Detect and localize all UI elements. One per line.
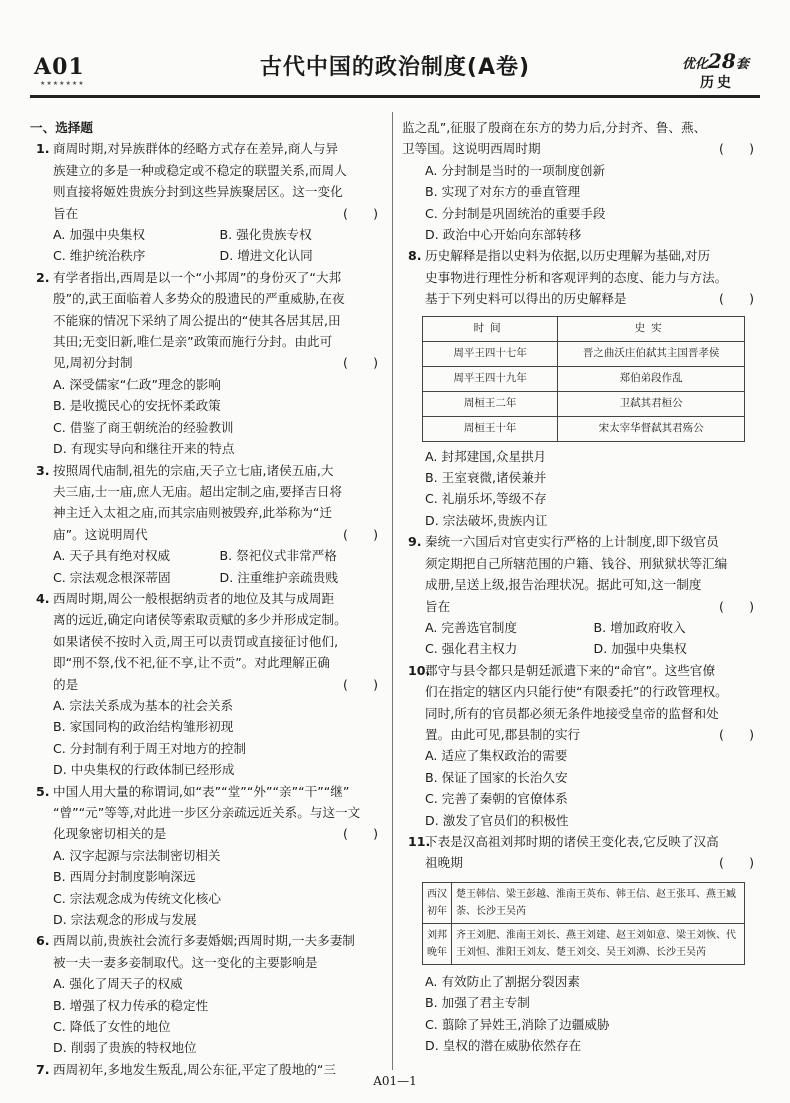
question-number: 2. (36, 269, 50, 285)
question-3 (30, 460, 386, 546)
table-row (423, 366, 745, 391)
option-b[interactable]: B. 增强了权力传承的稳定性 (53, 997, 209, 1013)
stem-line: 祖晚期 (425, 855, 463, 871)
answer-bracket[interactable]: ( ) (718, 141, 754, 157)
question-number: 6. (36, 933, 50, 949)
option-c[interactable]: C. 降低了女性的地位 (53, 1019, 171, 1035)
option-b[interactable]: B. 加强了君主专制 (425, 995, 530, 1011)
stem-line: 旨在 (53, 205, 79, 221)
table-row (423, 923, 745, 964)
option-c[interactable]: C. 分封制有利于周王对地方的控制 (53, 740, 247, 756)
question-number: 11. (408, 833, 431, 849)
brand-logo (682, 49, 749, 73)
stem-line: 如果诸侯不按时入贡,周王可以责罚或直接征讨他们, (53, 633, 339, 649)
option-b[interactable]: B. 王室衰微,诸侯兼并 (425, 470, 547, 486)
answer-bracket[interactable]: ( ) (342, 526, 378, 542)
table-row (423, 416, 745, 441)
option-c[interactable]: C. 翦除了异姓王,消除了边疆威胁 (425, 1016, 610, 1032)
question-number: 8. (408, 248, 422, 264)
stem-line: 西周以前,贵族社会流行多妻婚姻;西周时期,一夫多妻制 (53, 933, 355, 949)
options-q8 (402, 446, 762, 532)
table-cell: 刘邦晚年 (423, 923, 452, 964)
stem-line: 须定期把自己所辖范围的户籍、钱谷、刑狱狱状等汇编 (425, 555, 728, 571)
options-q6 (30, 973, 386, 1059)
option-a[interactable]: A. 强化了周天子的权威 (53, 976, 183, 992)
option-d[interactable]: D. 宗法破坏,贵族内讧 (425, 512, 548, 528)
question-number: 3. (36, 462, 50, 478)
stem-line: 庙”。这说明周代 (53, 526, 148, 542)
kings-table (422, 882, 745, 965)
question-9 (402, 531, 762, 617)
option-b[interactable]: B. 祭祀仪式非常严格 (219, 548, 337, 564)
stem-line: 离的远近,确定向诸侯等索取贡赋的多少并形成定制。 (53, 612, 347, 628)
stem-line: 见,周初分封制 (53, 355, 133, 371)
options-q5 (30, 845, 386, 931)
page-number: A01—1 (373, 1074, 417, 1088)
table-cell: 卫弑其君桓公 (558, 391, 745, 416)
stem-line: 置。由此可见,郡县制的实行 (425, 726, 581, 742)
history-table (422, 316, 745, 442)
answer-bracket[interactable]: ( ) (342, 205, 378, 221)
question-1 (30, 138, 386, 224)
question-number: 5. (36, 783, 50, 799)
stem-line: “曾”“元”等等,对此进一步区分亲疏远近关系。与这一文 (53, 805, 361, 820)
table-cell: 晋之曲沃庄伯弑其主国晋孝侯 (558, 341, 745, 366)
stem-line: 中国人用大量的称谓词,如“表”“堂”“外”“亲”“干”“继” (53, 783, 350, 799)
answer-bracket[interactable]: ( ) (718, 291, 754, 307)
options-q2 (30, 374, 386, 460)
subject-label: 历史 (700, 75, 734, 91)
table-cell: 齐王刘肥、淮南王刘长、燕王刘建、赵王刘如意、梁王刘恢、代王刘恒、淮阳王刘友、楚王刘交、吴王刘濞、长沙王吴芮 (452, 923, 745, 964)
question-number: 9. (408, 534, 422, 550)
paper-code: A01 (34, 54, 85, 80)
answer-bracket[interactable]: ( ) (718, 598, 754, 614)
table-cell: 周桓王十年 (423, 416, 558, 441)
table-header-cell: 史实 (558, 316, 745, 341)
option-c[interactable]: C. 借鉴了商王朝统治的经验教训 (53, 419, 234, 435)
option-a[interactable]: A. 分封制是当时的一项制度创新 (425, 162, 606, 178)
stem-line: 有学者指出,西周是以一个“小邦周”的身份灭了“大邦 (53, 269, 342, 285)
stem-line: 同时,所有的官员都必须无条件地接受皇帝的监督和处 (425, 705, 719, 721)
answer-bracket[interactable]: ( ) (342, 355, 378, 371)
option-d[interactable]: D. 中央集权的行政体制已经形成 (53, 762, 235, 778)
option-d[interactable]: D. 增进文化认同 (219, 248, 313, 264)
option-d[interactable]: D. 激发了官员们的积极性 (425, 812, 569, 828)
page-title: 古代中国的政治制度(A卷) (259, 55, 531, 80)
stem-line: 西周时期,周公一般根据纳贡者的地位及其与成周距 (53, 590, 335, 606)
option-a[interactable]: A. 深受儒家“仁政”理念的影响 (53, 376, 221, 392)
stem-line: 其田;无变旧新,唯仁是亲”政策而施行分封。由此可 (53, 334, 333, 350)
option-a[interactable]: A. 封邦建国,众星拱月 (425, 448, 547, 464)
table-cell: 楚王韩信、梁王彭越、淮南王英布、韩王信、赵王张耳、燕王臧荼、长沙王吴芮 (452, 882, 745, 923)
question-6 (30, 930, 386, 973)
brand-suffix: 套 (735, 57, 749, 72)
option-a[interactable]: A. 加强中央集权 (53, 227, 145, 243)
stem-line: 夫三庙,士一庙,庶人无庙。超出定制之庙,要择吉日将 (53, 483, 343, 499)
question-8 (402, 245, 762, 309)
stem-line: 卫等国。这说明西周时期 (402, 141, 541, 157)
option-b[interactable]: B. 强化贵族专权 (219, 227, 312, 243)
answer-bracket[interactable]: ( ) (718, 726, 754, 742)
table-cell: 西汉初年 (423, 882, 452, 923)
option-c[interactable]: C. 完善了秦朝的官僚体系 (425, 791, 568, 807)
option-a[interactable]: A. 完善选官制度 (425, 619, 517, 635)
option-b[interactable]: B. 实现了对东方的垂直管理 (425, 184, 581, 200)
table-row (423, 882, 745, 923)
brand-number: 28 (708, 49, 736, 73)
answer-bracket[interactable]: ( ) (342, 826, 378, 842)
option-c[interactable]: C. 宗法观念根深蒂固 (53, 569, 171, 585)
option-c[interactable]: C. 宗法观念成为传统文化核心 (53, 890, 221, 906)
options-q3 (30, 545, 386, 588)
table-cell: 周平王四十七年 (423, 341, 558, 366)
option-a[interactable]: A. 汉字起源与宗法制密切相关 (53, 847, 221, 863)
table-cell: 周桓王二年 (423, 391, 558, 416)
column-divider (392, 112, 393, 1070)
stem-line: 旨在 (425, 598, 451, 614)
option-d[interactable]: D. 政治中心开始向东部转移 (425, 227, 582, 243)
question-5 (30, 781, 386, 845)
stem-line: 化现象密切相关的是 (53, 826, 167, 842)
option-d[interactable]: D. 宗法观念的形成与发展 (53, 912, 197, 928)
section-heading: 一、选择题 (30, 120, 93, 135)
stem-line: 史事物进行理性分析和客观评判的态度、能力与方法。 (425, 269, 728, 285)
question-number: 1. (36, 141, 50, 157)
question-4 (30, 588, 386, 695)
question-number: 10. (408, 662, 431, 678)
option-b[interactable]: B. 是收揽民心的安抚怀柔政策 (53, 398, 221, 414)
stem-line: 下表是汉高祖刘邦时期的诸侯王变化表,它反映了汉高 (425, 833, 719, 849)
table-row (423, 391, 745, 416)
question-number: 4. (36, 590, 50, 606)
page-header (0, 0, 790, 105)
option-b[interactable]: B. 增加政府收入 (593, 619, 686, 635)
table-cell: 宋太宰华督弑其君殇公 (558, 416, 745, 441)
option-a[interactable]: A. 有效防止了割据分裂因素 (425, 973, 580, 989)
option-d[interactable]: D. 有现实导向和继往开来的特点 (53, 441, 235, 457)
answer-bracket[interactable]: ( ) (342, 676, 378, 692)
options-q7 (402, 160, 762, 246)
stem-line: 按照周代庙制,祖先的宗庙,天子立七庙,诸侯五庙,大 (53, 462, 334, 478)
option-d[interactable]: D. 削弱了贵族的特权地位 (53, 1040, 197, 1056)
question-number: 7. (36, 1061, 50, 1077)
stem-line: 的是 (53, 676, 79, 692)
header-rule (30, 95, 760, 98)
table-cell: 郑伯弟段作乱 (558, 366, 745, 391)
stem-line: 基于下列史料可以得出的历史解释是 (425, 291, 627, 307)
option-c[interactable]: C. 维护统治秩序 (53, 248, 146, 264)
table-header-cell: 时间 (423, 316, 558, 341)
option-c[interactable]: C. 强化君主权力 (425, 641, 518, 657)
options-q4 (30, 695, 386, 781)
stem-line: 监之乱”,征服了殷商在东方的势力后,分封齐、鲁、燕、 (402, 120, 707, 135)
right-column (402, 117, 762, 1056)
stem-line: 商周时期,对异族群体的经略方式存在差异,商人与异 (53, 141, 339, 157)
question-10 (402, 660, 762, 746)
table-row (423, 341, 745, 366)
options-q11 (402, 971, 762, 1057)
option-d[interactable]: D. 皇权的潜在威胁依然存在 (425, 1038, 582, 1053)
option-d[interactable]: D. 注重维护亲疏贵贱 (219, 569, 338, 585)
options-q9 (402, 617, 762, 660)
option-a[interactable]: A. 宗法关系成为基本的社会关系 (53, 697, 234, 713)
stem-line: 神主迁入太祖之庙,而其宗庙则被毁弃,此举称为“迁 (53, 505, 332, 521)
option-b[interactable]: B. 西周分封制度影响深远 (53, 869, 196, 885)
stem-line: 秦统一六国后对官吏实行严格的上计制度,即下级官员 (425, 534, 719, 550)
table-cell: 周平王四十九年 (423, 366, 558, 391)
stem-line: 历史解释是指以史料为依据,以历史理解为基础,对历 (425, 248, 711, 264)
option-c[interactable]: C. 礼崩乐坏,等级不存 (425, 491, 547, 507)
option-a[interactable]: A. 适应了集权政治的需要 (425, 748, 568, 764)
brand-small: 优化 (682, 57, 709, 72)
table-header-row (423, 316, 745, 341)
stem-line: 殷”的,武王面临着人多势众的殷遗民的严重威胁,在夜 (53, 291, 345, 307)
stem-line: 郡守与县令都只是朝廷派遣下来的“命官”。这些官僚 (425, 662, 716, 678)
stem-line: 西周初年,多地发生叛乱,周公东征,平定了殷地的“三 (53, 1061, 337, 1077)
question-11 (402, 831, 762, 874)
option-a[interactable]: A. 天子具有绝对权威 (53, 548, 171, 564)
question-2 (30, 267, 386, 374)
option-b[interactable]: B. 保证了国家的长治久安 (425, 769, 568, 785)
option-b[interactable]: B. 家国同构的政治结构雏形初现 (53, 719, 234, 735)
paper-code-stars: ★★★★★★★ (40, 80, 85, 87)
options-q1 (30, 224, 386, 267)
stem-line: 成册,呈送上级,报告治理状况。据此可知,这一制度 (425, 577, 702, 593)
option-d[interactable]: D. 加强中央集权 (593, 641, 687, 657)
stem-line: 们在指定的辖区内只能行使“有限委托”的行政管理权。 (425, 684, 728, 700)
stem-line: 被一夫一妻多妾制取代。这一变化的主要影响是 (53, 954, 318, 970)
left-column (30, 117, 386, 1080)
stem-line: 族建立的多是一种或稳定或不稳定的联盟关系,而周人 (53, 162, 347, 178)
option-c[interactable]: C. 分封制是巩固统治的重要手段 (425, 205, 606, 221)
stem-line: 即“刑不祭,伐不祀,征不享,让不贡”。对此理解正确 (53, 655, 330, 671)
options-q10 (402, 745, 762, 831)
stem-line: 则直接将姬姓贵族分封到这些异族聚居区。这一变化 (53, 184, 343, 200)
answer-bracket[interactable]: ( ) (718, 855, 754, 871)
stem-line: 不能寐的情况下采纳了周公提出的“使其各居其居,田 (53, 312, 341, 328)
